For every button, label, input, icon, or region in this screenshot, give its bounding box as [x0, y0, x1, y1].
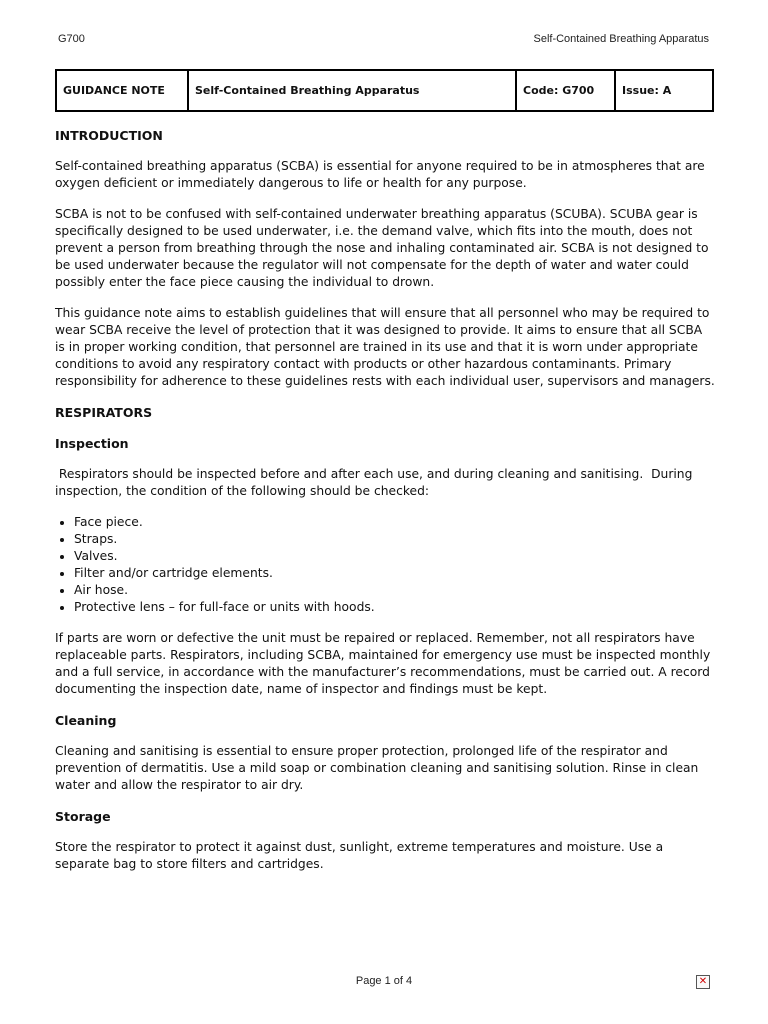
subheading-inspection: Inspection	[55, 436, 129, 451]
storage-paragraph: Store the respirator to protect it against dust, sunlight, extreme temperatures and moisture. Use a separate bag to store filters and cartridges.	[55, 840, 664, 871]
running-header	[58, 33, 709, 45]
header-doc-title: Self-Contained Breathing Apparatus	[533, 33, 709, 45]
list-item: • Face piece.	[74, 514, 715, 531]
list-item: • Valves.	[74, 548, 715, 565]
list-item: • Filter and/or cartridge elements.	[74, 565, 715, 582]
guidance-note-table	[55, 69, 714, 112]
note-title-cell: Self-Contained Breathing Apparatus	[188, 70, 516, 111]
inspection-intro: Respirators should be inspected before and after each use, and during cleaning and sanitising. During inspection, the condition of the following should be checked:	[55, 467, 697, 498]
intro-paragraph: This guidance note aims to establish guidelines that will ensure that all personnel who may be required to wear SCBA receive the level of protection that it was designed to provide. It aims to ensure that all SCBA is in proper working condition, that personnel are trained in its use and that it is worn under appropriate conditions to avoid any respiratory contact with products or other hazardous contaminants. Primary responsibility for adherence to these guidelines rests with each individual user, supervisors and managers.	[55, 306, 715, 388]
section-heading-introduction: INTRODUCTION	[55, 128, 163, 143]
intro-paragraph: SCBA is not to be confused with self-contained underwater breathing apparatus (SCUBA). SCUBA gear is specifically designed to be used underwater, i.e. the demand valve, which fits into the mouth, does not prevent a person from breathing through the nose and inhaling contaminated air. SCBA is not designed to be used underwater because the regulator will not compensate for the depth of water and water could possibly enter the face piece causing the individual to drown.	[55, 207, 709, 289]
inspection-checklist	[55, 514, 715, 616]
list-item: • Straps.	[74, 531, 715, 548]
list-item: • Air hose.	[74, 582, 715, 599]
note-type-cell: GUIDANCE NOTE	[56, 70, 188, 111]
list-item: • Protective lens – for full-face or units with hoods.	[74, 599, 715, 616]
cleaning-paragraph: Cleaning and sanitising is essential to ensure proper protection, prolonged life of the respirator and prevention of dermatitis. Use a mild soap or combination cleaning and sanitising solution. Rinse in clean water and allow the respirator to air dry.	[55, 744, 699, 792]
page-number: Page 1 of 4	[355, 975, 413, 987]
page-footer	[0, 975, 768, 987]
intro-paragraph: Self-contained breathing apparatus (SCBA) is essential for anyone required to be in atmospheres that are oxygen deficient or immediately dangerous to life or health for any purpose.	[55, 159, 705, 190]
document-body	[55, 127, 715, 887]
subheading-cleaning: Cleaning	[55, 713, 117, 728]
header-doc-code: G700	[58, 33, 85, 45]
inspection-closing: If parts are worn or defective the unit must be repaired or replaced. Remember, not all respirators have replaceable parts. Respirators, including SCBA, maintained for emergency use must be inspected monthly and a full service, in accordance with the manufacturer’s recommendations, must be carried out. A record documenting the inspection date, name of inspector and findings must be kept.	[55, 631, 711, 696]
close-icon[interactable]: ✕	[696, 975, 710, 989]
note-code-cell: Code: G700	[516, 70, 615, 111]
section-heading-respirators: RESPIRATORS	[55, 405, 153, 420]
note-issue-cell: Issue: A	[615, 70, 713, 111]
subheading-storage: Storage	[55, 809, 111, 824]
